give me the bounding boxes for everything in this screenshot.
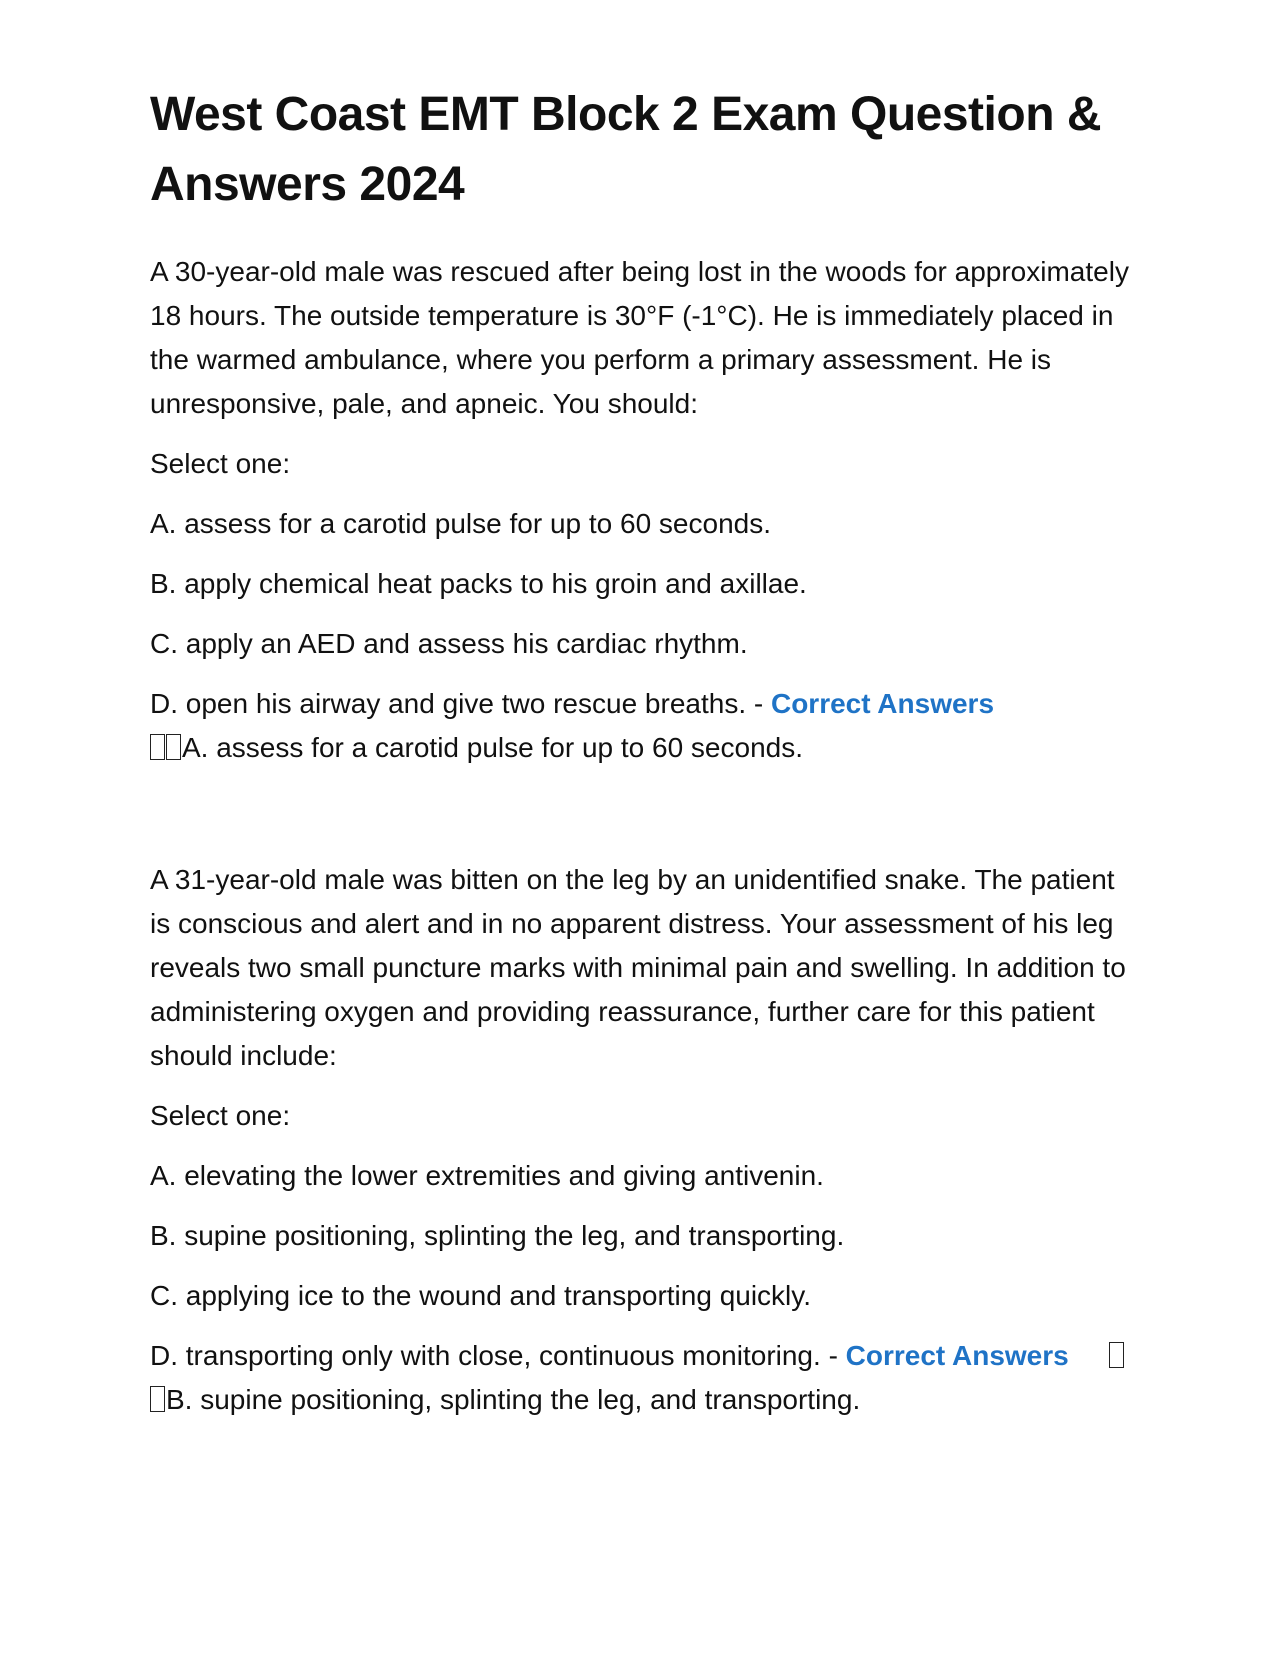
option-c: C. apply an AED and assess his cardiac rhythm. — [150, 628, 748, 659]
question-stem: A 31-year-old male was bitten on the leg by an unidentified snake. The patient is conscious and alert and in no apparent distress. Your assessment of his leg reveals two small puncture marks with minimal pain and swelling. In addition to administering oxygen and providing reassurance, further care for this patient should include: — [150, 864, 1126, 1071]
question-stem: A 30-year-old male was rescued after being lost in the woods for approximately 18 hours. The outside temperature is 30°F (-1°C). He is immediately placed in the warmed ambulance, where you perform a primary assessment. He is unresponsive, pale, and apneic. You should: — [150, 256, 1129, 419]
correct-answers-label: Correct Answers — [770, 688, 995, 719]
option-b: B. supine positioning, splinting the leg, and transporting. — [150, 1220, 845, 1251]
option-d-with-answer — [150, 682, 1130, 770]
question-block — [150, 858, 1130, 1422]
option-a: A. assess for a carotid pulse for up to 60 seconds. — [150, 508, 772, 539]
option-a: A. elevating the lower extremities and giving antivenin. — [150, 1160, 824, 1191]
option-c: C. applying ice to the wound and transporting quickly. — [150, 1280, 811, 1311]
select-one-label: Select one: — [150, 448, 291, 479]
missing-glyph-icon — [150, 1386, 165, 1412]
option-d-with-answer — [150, 1334, 1130, 1422]
missing-glyph-icon — [166, 734, 181, 760]
missing-glyph-icon — [150, 734, 165, 760]
document-title: West Coast EMT Block 2 Exam Question & Answers 2024 — [150, 88, 1102, 211]
spacer — [150, 786, 1130, 858]
option-d: D. transporting only with close, continuous monitoring. - — [150, 1340, 838, 1371]
option-b: B. apply chemical heat packs to his groin and axillae. — [150, 568, 807, 599]
option-d: D. open his airway and give two rescue breaths. - — [150, 688, 764, 719]
correct-answer-text: B. supine positioning, splinting the leg, and transporting. — [166, 1384, 861, 1415]
correct-answers-label: Correct Answers — [845, 1340, 1069, 1371]
correct-answer-text: A. assess for a carotid pulse for up to 60 seconds. — [182, 732, 804, 763]
question-block — [150, 250, 1130, 770]
select-one-label: Select one: — [150, 1100, 291, 1131]
missing-glyph-icon — [1109, 1342, 1124, 1368]
document-page — [150, 80, 1130, 1438]
